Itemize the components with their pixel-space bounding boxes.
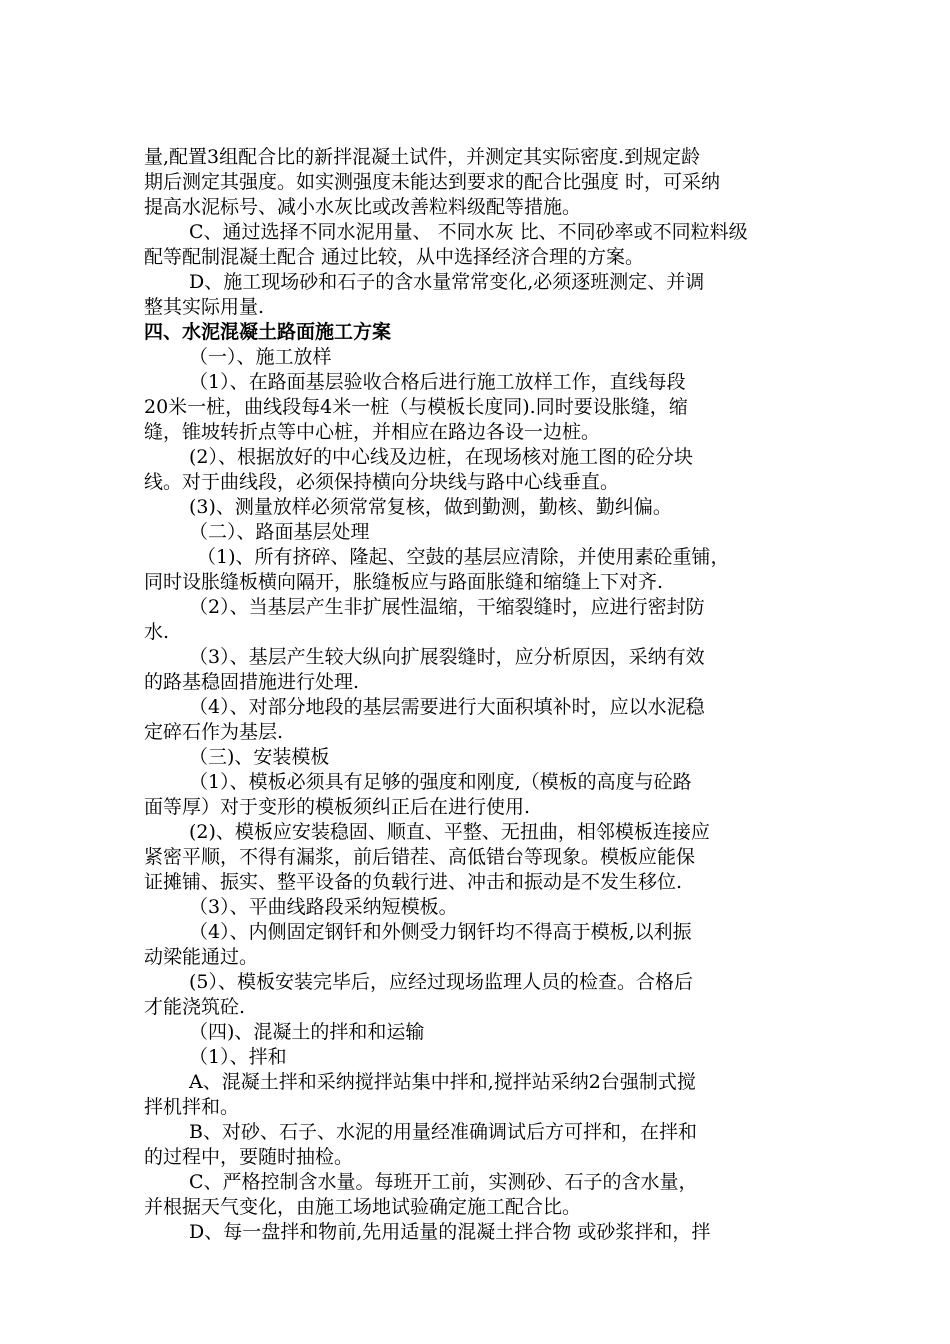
- text-line: 水.: [144, 621, 170, 643]
- text-line: 的过程中，要随时抽检。: [144, 1146, 354, 1168]
- text-line: （4）、内侧固定钢钎和外侧受力钢钎均不得高于模板,以利振: [189, 921, 692, 943]
- text-line: 紧密平顺，不得有漏浆，前后错茬、高低错台等现象。模板应能保: [144, 846, 696, 868]
- text-line: 缝，锥坡转折点等中心桩，并相应在路边各设一边桩。: [144, 421, 601, 443]
- text-line: 拌机拌和。: [144, 1096, 240, 1118]
- text-line: (3)、测量放样必须常常复核，做到勤测，勤核、勤纠偏。: [189, 496, 672, 518]
- text-line: D、施工现场砂和石子的含水量常常变化,必须逐班测定、并调: [189, 271, 705, 293]
- text-line: 并根据天气变化，由施工场地试验确定施工配合比。: [144, 1196, 582, 1218]
- text-line: 期后测定其强度。如实测强度未能达到要求的配合比强度 时，可采纳: [144, 171, 721, 193]
- text-line: C、通过选择不同水泥用量、 不同水灰 比、不同砂率或不同粒料级: [189, 221, 748, 243]
- text-line: 同时设胀缝板横向隔开，胀缝板应与路面胀缝和缩缝上下对齐.: [144, 571, 664, 593]
- text-line: （1）、拌和: [189, 1046, 287, 1068]
- text-line: C、严格控制含水量。每班开工前，实测砂、石子的含水量，: [189, 1171, 698, 1193]
- text-line: 的路基稳固措施进行处理.: [144, 671, 360, 693]
- text-line: 配等配制混凝土配合 通过比较，从中选择经济合理的方案。: [144, 246, 645, 268]
- text-line: A、混凝土拌和采纳搅拌站集中拌和,搅拌站采纳2台强制式搅: [189, 1071, 696, 1093]
- text-line: 20米一桩，曲线段每4米一桩（与模板长度同).同时要设胀缝，缩: [144, 396, 688, 418]
- text-line: 整其实际用量.: [144, 296, 265, 318]
- text-line: (5）、模板安装完毕后，应经过现场监理人员的检查。合格后: [189, 971, 694, 993]
- text-line: （4）、对部分地段的基层需要进行大面积填补时，应以水泥稳: [189, 696, 705, 718]
- text-line: B、对砂、石子、水泥的用量经准确调试后方可拌和，在拌和: [189, 1121, 697, 1143]
- text-line: (2)、模板应安装稳固、顺直、平整、无扭曲，相邻模板连接应: [189, 821, 710, 843]
- text-line: （1）、模板必须具有足够的强度和刚度,（模板的高度与砼路: [189, 771, 692, 793]
- text-line: （二）、路面基层处理: [189, 521, 370, 543]
- text-line: （1)、所有挤碎、隆起、空鼓的基层应清除，并使用素砼重铺，: [197, 546, 730, 568]
- section-heading: 四、水泥混凝土路面施工方案: [144, 321, 392, 343]
- text-line: （2）、当基层产生非扩展性温缩，干缩裂缝时，应进行密封防: [189, 596, 705, 618]
- text-line: 量,配置3组配合比的新拌混凝土试件，并测定其实际密度.到规定龄: [144, 146, 701, 168]
- text-line: （三)、安装模板: [189, 746, 330, 768]
- text-line: 面等厚）对于变形的模板须纠正后在进行使用.: [144, 796, 531, 818]
- text-line: (2）、根据放好的中心线及边桩，在现场核对施工图的砼分块: [189, 446, 694, 468]
- text-line: （四)、混凝土的拌和和运输: [189, 1021, 425, 1043]
- document-body: [144, 145, 806, 1245]
- text-line: 动梁能通过。: [144, 946, 259, 968]
- text-line: 才能浇筑砼.: [144, 996, 246, 1018]
- text-line: （3）、基层产生较大纵向扩展裂缝时，应分析原因，采纳有效: [189, 646, 705, 668]
- text-line: （3）、平曲线路段采纳短模板。: [189, 896, 458, 918]
- text-line: 提高水泥标号、减小水灰比或改善粒料级配等措施。: [144, 196, 582, 218]
- text-line: （一）、施工放样: [189, 346, 332, 368]
- text-line: 证摊铺、振实、整平设备的负载行进、冲击和振动是不发生移位.: [144, 871, 683, 893]
- text-line: D、每一盘拌和物前,先用适量的混凝土拌合物 或砂浆拌和，拌: [189, 1221, 711, 1243]
- text-line: （1）、在路面基层验收合格后进行施工放样工作，直线每段: [189, 371, 686, 393]
- text-line: 定碎石作为基层.: [144, 721, 284, 743]
- text-line: 线。对于曲线段，必须保持横向分块线与路中心线垂直。: [144, 471, 620, 493]
